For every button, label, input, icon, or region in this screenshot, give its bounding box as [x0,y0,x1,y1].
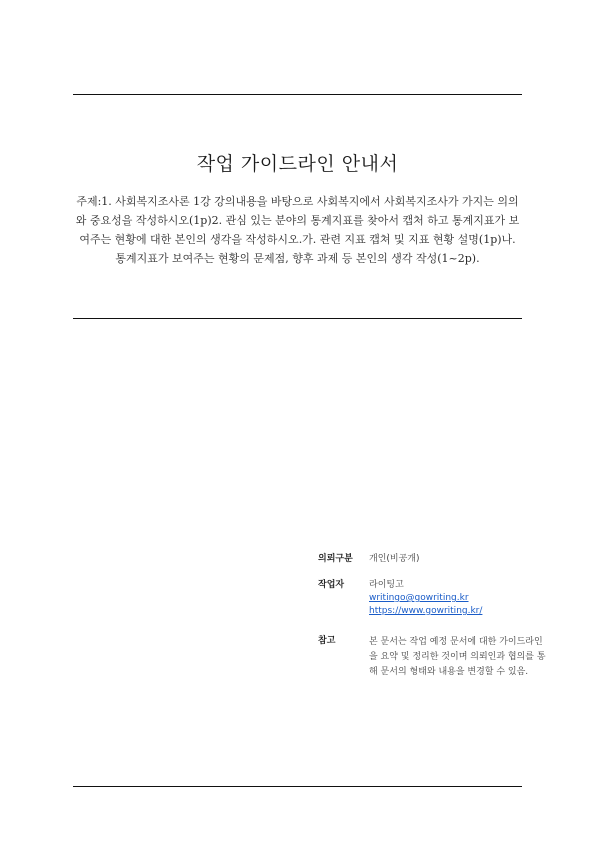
request-type-value: 개인(비공개) [369,554,420,564]
author-details [369,579,482,618]
document-subject: 주제:1. 사회복지조사론 1강 강의내용을 바탕으로 사회복지에서 사회복지조사가 가지는 의의와 중요성을 작성하시오(1p)2. 관심 있는 분야의 통계지표를 찾아서 캡처 하고 통계지표가 보여주는 현황에 대한 본인의 생각을 작성하시오.가. 관련 지표 캡쳐 및 지표 현황 설명(1p)나. 통계지표가 보여주는 현황의 문제점, 향후 과제 등 본인의 생각 작성(1~2p). [75,195,520,265]
middle-divider [73,318,522,319]
author-name: 라이팅고 [369,580,404,590]
author-row [318,579,548,618]
bottom-divider [73,786,522,787]
info-block [318,553,548,693]
request-type-label: 의뢰구분 [318,554,353,564]
note-label: 참고 [318,636,336,646]
document-title: 작업 가이드라인 안내서 [196,153,399,175]
note-row [318,635,548,680]
author-website-link[interactable]: https://www.gowriting.kr/ [369,606,483,616]
note-text: 본 문서는 작업 예정 문서에 대한 가이드라인을 요약 및 정리한 것이며 의뢰인과 협의를 통해 문서의 형태와 내용을 변경할 수 있음. [369,637,546,677]
author-email-link[interactable]: writingo@gowriting.kr [369,593,469,603]
request-type-row [318,553,548,566]
top-divider [73,94,522,95]
author-label: 작업자 [318,580,345,590]
